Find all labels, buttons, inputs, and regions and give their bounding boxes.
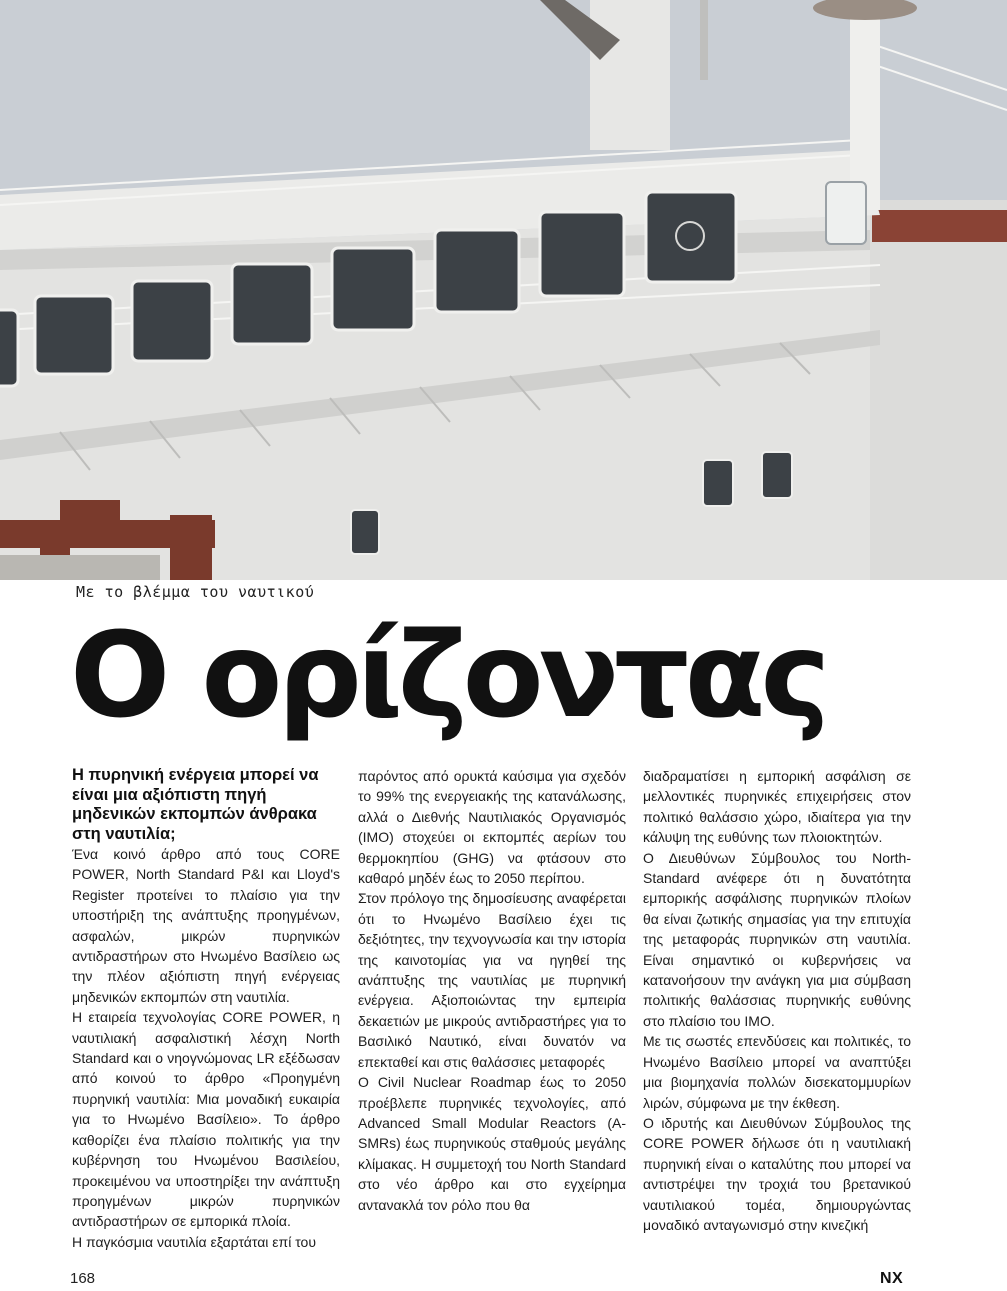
article-column-2 bbox=[358, 766, 626, 1215]
section-kicker: Με το βλέμμα του ναυτικού bbox=[76, 583, 315, 601]
paragraph: Ο Civil Nuclear Roadmap έως το 2050 προέβλεπε πυρηνικές τεχνολογίες, από Advanced Small Modular Reactors (A-SMRs) έως πυρηνικούς σταθμούς μεγάλης κλίμακας. Η συμμετοχή του North Standard στο νέο άρθρο και στο εγχείρημα αντανακλά τον ρόλο που θα bbox=[358, 1074, 626, 1213]
paragraph: Η παγκόσμια ναυτιλία εξαρτάται επί του bbox=[72, 1233, 316, 1250]
article-column-1 bbox=[72, 766, 340, 1252]
article-column-3 bbox=[643, 766, 911, 1235]
paragraph: Ο ιδρυτής και Διευθύνων Σύμβουλος της CORE POWER δήλωσε ότι η ναυτιλιακή πυρηνική είναι ο καταλύτης που μπορεί να αντιστρέψει την τροχιά του βρετανικού ναυτιλιακού τομέα, δημιουργώντας μοναδικό ανταγωνισμό στην κινεζική bbox=[643, 1114, 911, 1233]
magazine-logo: NX bbox=[880, 1270, 904, 1287]
lead-question: Η πυρηνική ενέργεια μπορεί να είναι μια αξιόπιστη πηγή μηδενικών εκπομπών άνθρακα στη ναυτιλία; bbox=[72, 766, 319, 843]
page-number: 168 bbox=[70, 1270, 96, 1287]
paragraph: διαδραματίσει η εμπορική ασφάλιση σε μελλοντικές πυρηνικές επιχειρήσεις στον πολιτικό θαλάσσιο χώρο, ιδιαίτερα για την κάλυψη της ευθύνης των πλοιοκτητών. bbox=[643, 768, 911, 846]
paragraph: Με τις σωστές επενδύσεις και πολιτικές, το Ηνωμένο Βασίλειο μπορεί να αναπτύξει μια βιομηχανία πολλών δισεκατομμυρίων λιρών, σύμφωνα με την έκθεση. bbox=[643, 1033, 911, 1111]
article-headline: Ο ορίζοντας bbox=[70, 606, 826, 744]
ship-superstructure-photo bbox=[0, 0, 1007, 580]
paragraph: Ένα κοινό άρθρο από τους CORE POWER, North Standard P&I και Lloyd's Register προτείνει το πλαίσιο για την υποστήριξη της ανάπτυξης προηγμένων, ασφαλών, μικρών πυρηνικών αντιδραστήρων στο Ηνωμένο Βασίλειο ως την πλέον αξιόπιστη πηγή ενέργειας μηδενικών εκπομπών στη ναυτιλία. bbox=[72, 846, 340, 1005]
paragraph: Η εταιρεία τεχνολογίας CORE POWER, η ναυτιλιακή ασφαλιστική λέσχη North Standard και ο νηογνώμονας LR εξέδωσαν από κοινού το άρθρο «Προηγμένη πυρηνική ναυτιλία: Μια μοναδική ευκαιρία για το Ηνωμένο Βασίλειο». Το άρθρο καθορίζει ένα πλαίσιο πολιτικής για την κυβέρνηση του Ηνωμένου Βασιλείου, προκειμένου να υποστηρίξει την ανάπτυξη προηγμένων μικρών πυρηνικών αντιδραστήρων σε εμπορικά πλοία. bbox=[72, 1009, 340, 1230]
paragraph: Στον πρόλογο της δημοσίευσης αναφέρεται ότι το Ηνωμένο Βασίλειο έχει τις δεξιότητες, την τεχνογνωσία και την ιστορία της καινοτομίας για να ηγηθεί της ανάπτυξης της ναυτιλίας με πυρηνική ενέργεια. Αξιοποιώντας την εμπειρία δεκαετιών με μικρούς αντιδραστήρες για το Βασιλικό Ναυτικό, είναι δυνατόν να επεκταθεί και στις θαλάσσιες μεταφορές bbox=[358, 890, 626, 1070]
paragraph: Ο Διευθύνων Σύμβουλος του North-Standard ανέφερε ότι η δυνατότητα εμπορικής ασφάλισης πυρηνικών πλοίων θα είναι ζωτικής σημασίας για την επιτυχία της μεταφοράς πυρηνικών στη ναυτιλία. Είναι σημαντικό οι κυβερνήσεις να κατανοήσουν την ανάγκη για μια σύμβαση πολιτικής θαλάσσιας πυρηνικής ευθύνης στο πλαίσιο του IMO. bbox=[643, 849, 911, 1029]
paragraph: παρόντος από ορυκτά καύσιμα για σχεδόν το 99% της ενεργειακής της κατανάλωσης, αλλά ο Διεθνής Ναυτιλιακός Οργανισμός (IMO) στοχεύει οι εκπομπές αερίων του θερμοκηπίου (GHG) να φτάσουν στο καθαρό μηδέν έως το 2050 περίπου. bbox=[358, 768, 626, 887]
